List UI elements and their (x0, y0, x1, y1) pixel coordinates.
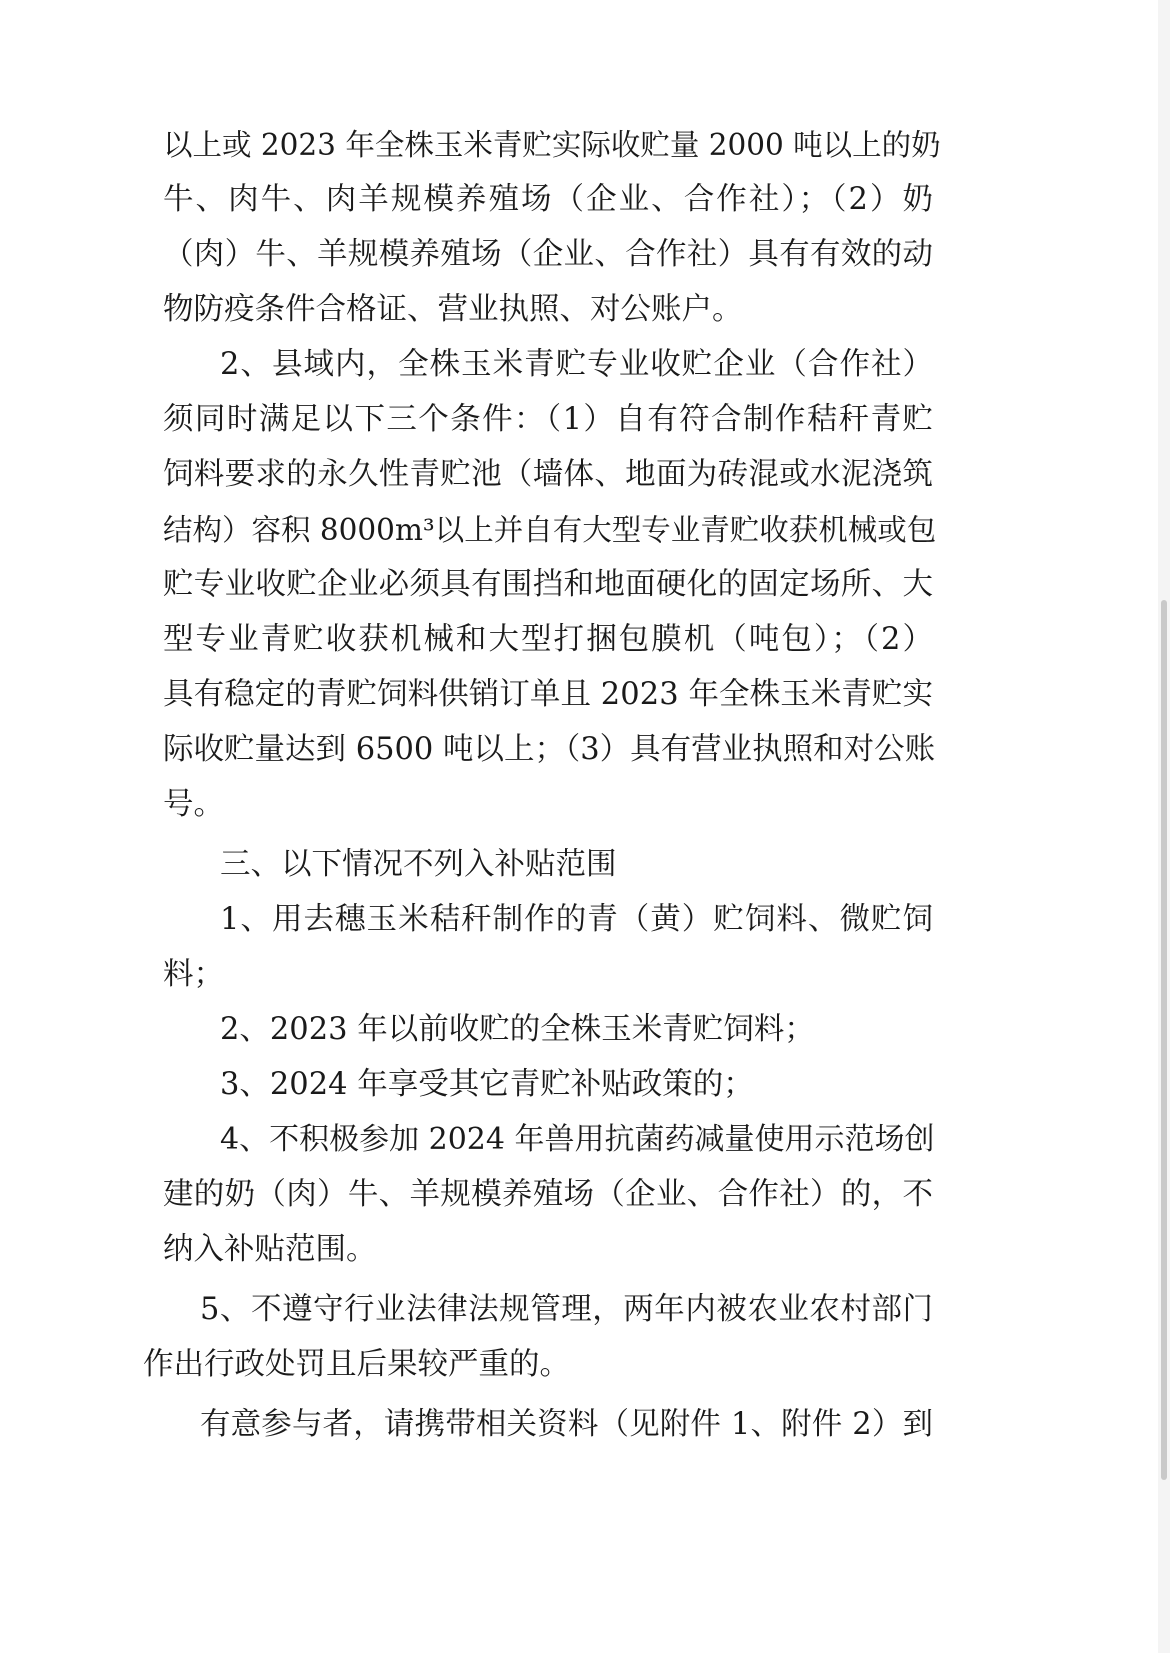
scrollbar[interactable] (1158, 0, 1170, 1653)
text-line: 饲料要求的永久性青贮池（墙体、地面为砖混或水泥浇筑 (163, 457, 934, 492)
text-line: 有意参与者，请携带相关资料（见附件 1、附件 2）到 (200, 1407, 934, 1442)
text-line: 建的奶（肉）牛、羊规模养殖场（企业、合作社）的，不 (163, 1177, 934, 1212)
text-line: 以上或 2023 年全株玉米青贮实际收贮量 2000 吨以上的奶 (163, 128, 941, 162)
text-line: （肉）牛、羊规模养殖场（企业、合作社）具有有效的动 (163, 237, 934, 272)
text-line: 须同时满足以下三个条件：（1）自有符合制作秸秆青贮 (163, 402, 935, 437)
text-line: 作出行政处罚且后果较严重的。 (143, 1347, 570, 1382)
text-line: 2、县域内，全株玉米青贮专业收贮企业（合作社） (220, 347, 935, 382)
text-line: 具有稳定的青贮饲料供销订单且 2023 年全株玉米青贮实 (163, 677, 934, 712)
text-line: 型专业青贮收获机械和大型打捆包膜机（吨包）；（2） (163, 622, 936, 657)
text-line: 3、2024 年享受其它青贮补贴政策的； (220, 1067, 754, 1102)
text-line: 1、用去穗玉米秸秆制作的青（黄）贮饲料、微贮饲 (220, 902, 935, 937)
text-line: 牛、肉牛、肉羊规模养殖场（企业、合作社）；（2）奶 (163, 182, 936, 217)
text-line: 物防疫条件合格证、营业执照、对公账户。 (163, 292, 743, 327)
text-line: 际收贮量达到 6500 吨以上；（3）具有营业执照和对公账 (163, 732, 936, 767)
text-line: 纳入补贴范围。 (163, 1232, 377, 1267)
scrollbar-thumb[interactable] (1161, 600, 1167, 1480)
text-line: 料； (163, 957, 224, 992)
section-heading: 三、以下情况不列入补贴范围 (220, 847, 617, 882)
text-line: 5、不遵守行业法律法规管理，两年内被农业农村部门 (200, 1292, 934, 1327)
text-line: 2、2023 年以前收贮的全株玉米青贮饲料； (220, 1012, 815, 1047)
text-line: 号。 (163, 787, 224, 822)
text-line: 贮专业收贮企业必须具有围挡和地面硬化的固定场所、大 (163, 567, 934, 602)
text-line: 结构）容积 8000m³以上并自有大型专业青贮收获机械或包 (163, 513, 937, 547)
text-line: 4、不积极参加 2024 年兽用抗菌药减量使用示范场创 (220, 1122, 935, 1157)
